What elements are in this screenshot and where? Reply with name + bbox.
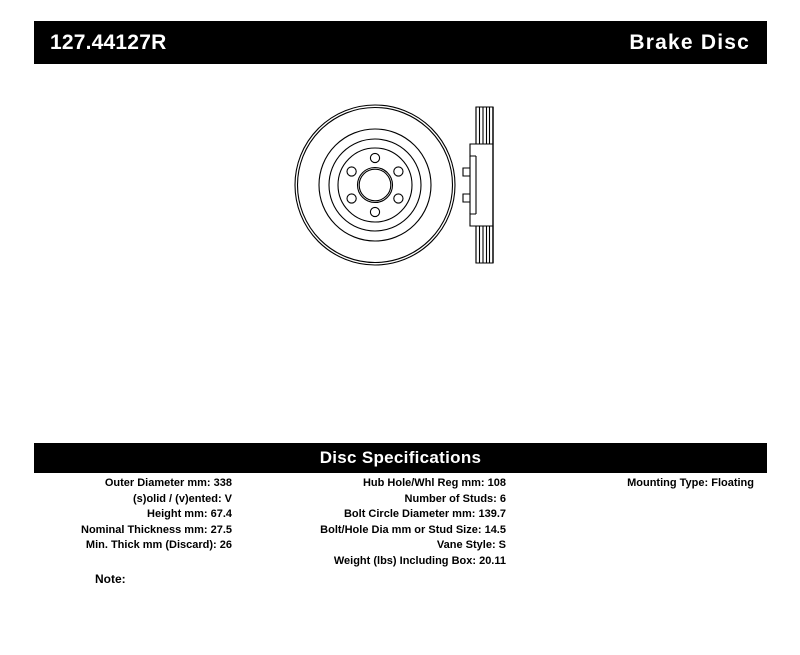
brake-disc-drawing <box>280 90 540 290</box>
spec-columns <box>34 476 767 586</box>
stud-hole <box>347 194 356 203</box>
spec-line: Vane Style: S <box>436 539 506 551</box>
stud-hole <box>370 207 379 216</box>
friction-band-circle <box>319 129 431 241</box>
stud-hole <box>347 167 356 176</box>
header-bar <box>34 21 767 64</box>
spec-line: Min. Thick mm (Discard): 26 <box>85 539 232 551</box>
spec-section-title: Disc Specifications <box>319 448 482 467</box>
hub-hole-circle-inner <box>359 169 391 201</box>
spec-column-right <box>524 476 754 492</box>
stud-hole <box>394 194 403 203</box>
note-label: Note: <box>95 572 126 586</box>
spec-line: Mounting Type: Floating <box>627 477 754 489</box>
spec-line: Bolt Circle Diameter mm: 139.7 <box>343 508 506 520</box>
rotor-section-view <box>463 107 493 263</box>
stud-hole <box>370 153 379 162</box>
hub-hole-circle <box>358 168 393 203</box>
hat-outer-circle <box>329 139 421 231</box>
rotor-outer-circle-inner <box>298 108 453 263</box>
brake-disc-svg <box>280 90 540 290</box>
spec-line: Hub Hole/Whl Reg mm: 108 <box>362 477 506 489</box>
spec-line: Outer Diameter mm: 338 <box>104 477 232 489</box>
spec-line: Height mm: 67.4 <box>147 508 232 520</box>
spec-line: (s)olid / (v)ented: V <box>133 492 232 505</box>
page-title: Brake Disc <box>629 31 750 54</box>
spec-column-middle <box>248 476 506 569</box>
part-number: 127.44127R <box>50 31 167 54</box>
spec-column-left <box>34 476 232 554</box>
spec-line: Number of Studs: 6 <box>404 492 506 505</box>
spec-line: Bolt/Hole Dia mm or Stud Size: 14.5 <box>320 523 506 536</box>
spec-line: Nominal Thickness mm: 27.5 <box>81 523 232 536</box>
stud-hole <box>394 167 403 176</box>
hat-step-circle <box>338 148 412 222</box>
spec-line: Weight (lbs) Including Box: 20.11 <box>333 554 506 567</box>
spec-section-header <box>34 443 767 473</box>
